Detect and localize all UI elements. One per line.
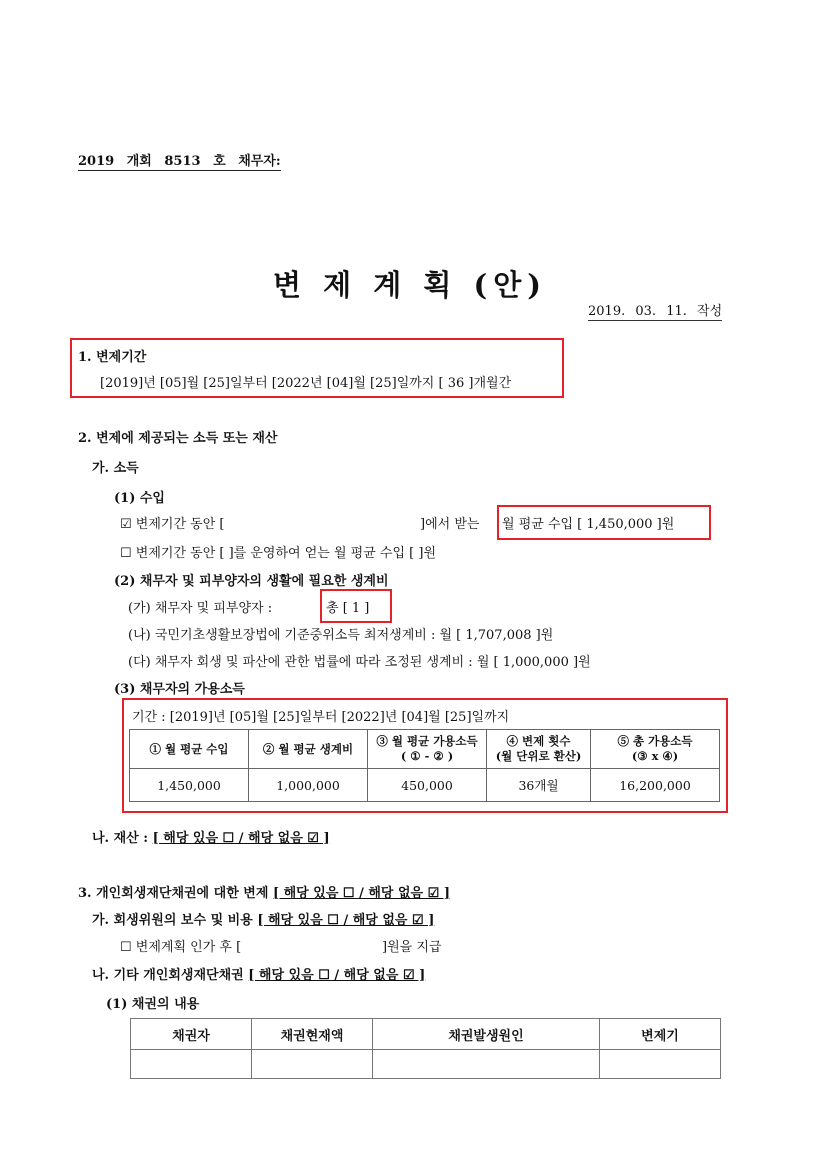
- table-header: 채권자: [131, 1019, 252, 1050]
- section1-heading: 1. 변제기간: [78, 350, 147, 365]
- trustee-fee-item-suffix: ]원을 지급: [382, 940, 442, 955]
- adjusted-living-cost: (다) 채무자 회생 및 파산에 관한 법률에 따라 조정된 생계비 : 월 [ 1,000,000 ]원: [128, 655, 591, 670]
- table-header: ② 월 평균 생계비: [249, 730, 368, 769]
- section3-heading-line: [78, 882, 450, 901]
- table-header: ⑤ 총 가용소득 (③ x ④): [591, 730, 720, 769]
- trustee-fee-line: [92, 909, 434, 928]
- date-month: 03.: [635, 304, 657, 319]
- table-cell[interactable]: [252, 1050, 373, 1079]
- income-subsection: 가. 소득: [92, 461, 139, 476]
- table-row: [131, 1050, 721, 1079]
- section2-heading: 2. 변제에 제공되는 소득 또는 재산: [78, 431, 278, 446]
- table-cell: 36개월: [487, 769, 591, 802]
- table-header-row: [131, 1019, 721, 1050]
- other-claims-line: [92, 964, 425, 983]
- page-title: 변 제 계 획 (안): [273, 268, 547, 302]
- case-suffix: 호: [213, 154, 226, 169]
- income-option-2: ☐ 변제기간 동안 [ ]를 운영하여 얻는 월 평균 수입 [ ]원: [120, 546, 436, 561]
- dependents-count: 총 [ 1 ]: [326, 601, 370, 616]
- income-heading: (1) 수입: [114, 491, 165, 506]
- case-type: 개회: [126, 154, 152, 169]
- table-cell: 16,200,000: [591, 769, 720, 802]
- table-cell[interactable]: [373, 1050, 600, 1079]
- case-number: 8513: [164, 154, 201, 169]
- dependents-label: (가) 채무자 및 피부양자 :: [128, 601, 273, 616]
- income-option-1-prefix: 변제기간 동안 [: [135, 517, 225, 532]
- trustee-fee-label: 가. 회생위원의 보수 및 비용: [92, 913, 253, 928]
- claim-table: [130, 1018, 721, 1079]
- section3-heading: 3. 개인회생재단채권에 대한 변제: [78, 886, 269, 901]
- minimum-living-cost: (나) 국민기초생활보장법에 기준중위소득 최저생계비 : 월 [ 1,707,008 ]원: [128, 628, 554, 643]
- trustee-fee-item-prefix: ☐ 변제계획 인가 후 [: [120, 940, 242, 955]
- property-label: 나. 재산 :: [92, 831, 149, 846]
- table-header: ① 월 평균 수입: [130, 730, 249, 769]
- disposable-income-table: [129, 729, 720, 802]
- table-header: 채권현재액: [252, 1019, 373, 1050]
- section3-choice[interactable]: [ 해당 있음 ☐ / 해당 없음 ☑ ]: [272, 886, 450, 901]
- other-claims-choice[interactable]: [ 해당 있음 ☐ / 해당 없음 ☑ ]: [248, 968, 426, 983]
- table-header: ④ 변제 횟수 (월 단위로 환산): [487, 730, 591, 769]
- disposable-income-period: 기간 : [2019]년 [05]월 [25]일부터 [2022]년 [04]월 [25]일까지: [132, 710, 510, 725]
- debtor-label: 채무자:: [238, 154, 281, 169]
- table-cell[interactable]: [600, 1050, 721, 1079]
- table-header: 채권발생원인: [373, 1019, 600, 1050]
- table-cell: 1,000,000: [249, 769, 368, 802]
- other-claims-label: 나. 기타 개인회생재단채권: [92, 968, 244, 983]
- monthly-income: 월 평균 수입 [ 1,450,000 ]원: [502, 517, 675, 532]
- table-cell: 450,000: [368, 769, 487, 802]
- trustee-fee-choice[interactable]: [ 해당 있음 ☐ / 해당 없음 ☑ ]: [257, 913, 435, 928]
- written-date: [588, 300, 722, 321]
- property-line: [92, 827, 330, 846]
- income-option-1-mid: ]에서 받는: [420, 517, 480, 532]
- checked-box-icon[interactable]: ☑: [120, 517, 132, 532]
- disposable-income-heading: (3) 채무자의 가용소득: [114, 682, 245, 697]
- table-header: 변제기: [600, 1019, 721, 1050]
- property-choice[interactable]: [ 해당 있음 ☐ / 해당 없음 ☑ ]: [152, 831, 330, 846]
- claim-content-heading: (1) 채권의 내용: [106, 997, 200, 1012]
- table-cell[interactable]: [131, 1050, 252, 1079]
- case-year: 2019: [78, 154, 115, 169]
- date-year: 2019.: [588, 304, 626, 319]
- table-header: ③ 월 평균 가용소득 ( ① - ② ): [368, 730, 487, 769]
- repayment-period: [2019]년 [05]월 [25]일부터 [2022년 [04]월 [25]일까지 [ 36 ]개월간: [100, 376, 512, 391]
- living-cost-heading: (2) 채무자 및 피부양자의 생활에 필요한 생계비: [114, 574, 389, 589]
- date-written: 작성: [697, 304, 723, 319]
- table-header-row: [130, 730, 720, 769]
- income-option-1: [120, 513, 224, 532]
- case-number-line: [78, 150, 281, 171]
- date-day: 11.: [666, 304, 687, 319]
- table-cell: 1,450,000: [130, 769, 249, 802]
- table-row: [130, 769, 720, 802]
